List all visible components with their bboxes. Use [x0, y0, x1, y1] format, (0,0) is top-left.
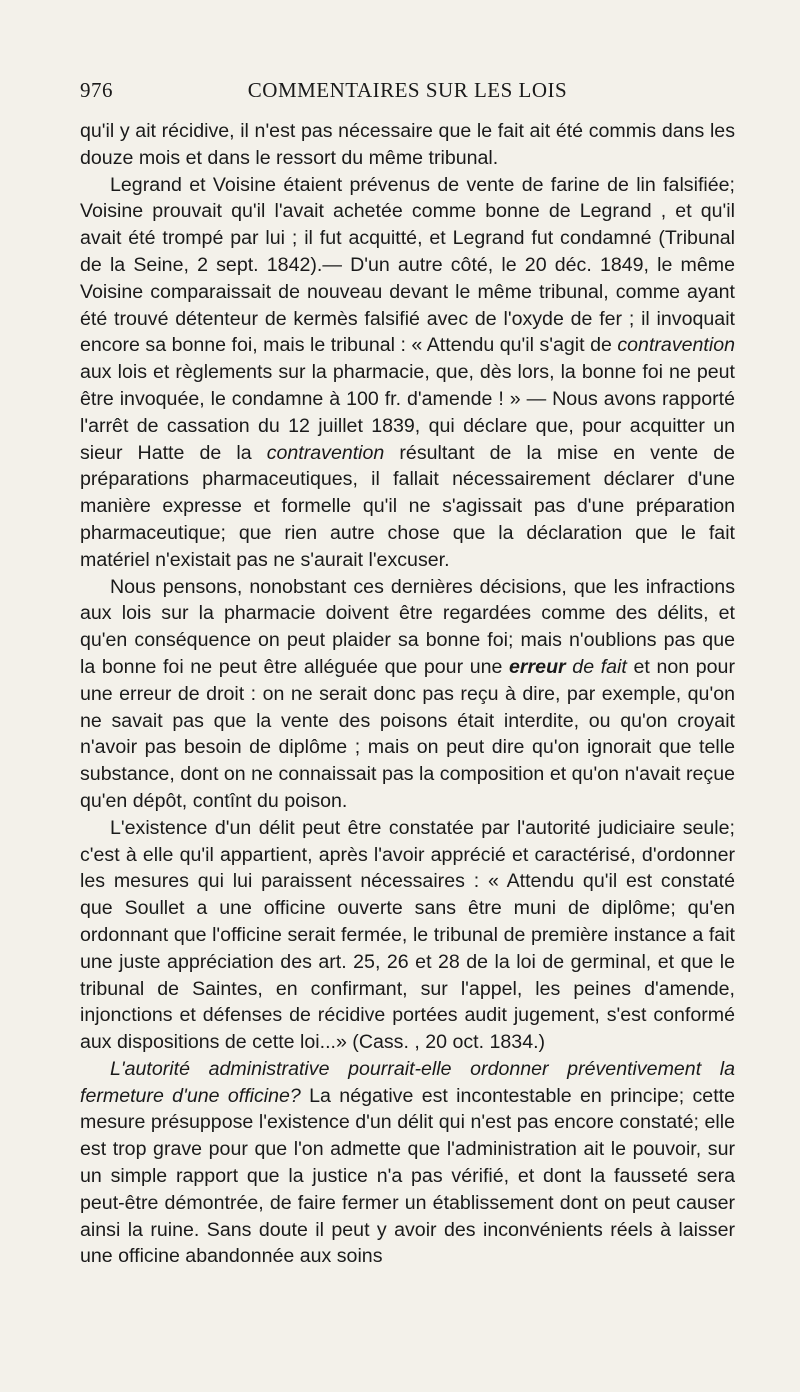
- paragraph-2: [80, 172, 735, 574]
- italic-term: contravention: [266, 441, 385, 464]
- page-number: 976: [80, 78, 113, 102]
- body-text: [80, 118, 735, 1270]
- italic-term: de fait: [572, 655, 627, 678]
- text-run: Nous pensons, nonobstant ces dernières décisions, que les infractions aux lois sur la pharmacie doivent être regardées comme des délits, et qu'en conséquence on peut plaider sa bonne foi; mais n'oublions pas que la bonne foi ne peut être alléguée que pour une: [80, 575, 735, 678]
- text-run: et non pour une erreur de droit : on ne serait donc pas reçu à dire, par exemple, qu'on ne savait pas que la vente des poisons était interdite, ou qu'on croyait n'avoir pas besoin de diplôme ; mais on peut dire qu'on ignorait que telle substance, dont on ne connaissait pas la composition et qu'on n'avait reçue qu'en dépôt, contînt du poison.: [80, 655, 735, 812]
- paragraph-4: L'existence d'un délit peut être constatée par l'autorité judiciaire seule; c'est à elle qu'il appartient, après l'avoir apprécié et caractérisé, d'ordonner les mesures qui lui paraissent nécessaires : « Attendu qu'il est constaté que Soullet a une officine ouverte sans être muni de diplôme; qu'en ordonnant que l'officine serait fermée, le tribunal de première instance a fait une juste appréciation des art. 25, 26 et 28 de la loi de germinal, et que le tribunal de Saintes, en confirmant, sur l'appel, les peines d'amende, injonctions et défenses de récidive portées audit jugement, s'est conformé aux dispositions de cette loi...» (Cass. , 20 oct. 1834.): [80, 816, 735, 1054]
- paragraph-5: [80, 1056, 735, 1270]
- italic-question: L'autorité administrative pourrait-elle ordonner préventivement la fermeture d'une officine?: [80, 1057, 735, 1107]
- italic-term: contravention: [617, 334, 735, 357]
- text-run: aux lois et règlements sur la pharmacie, que, dès lors, la bonne foi ne peut être invoquée, le condamne à 100 fr. d'amende ! » — Nous avons rapporté l'arrêt de cassation du 12 juillet 1839, qui déclare que, pour acquitter un sieur Hatte de la: [80, 361, 735, 464]
- paragraph-3: [80, 574, 735, 815]
- paragraph-1: qu'il y ait récidive, il n'est pas nécessaire que le fait ait été commis dans les douze mois et dans le ressort du même tribunal.: [80, 120, 735, 169]
- text-run: La négative est incontestable en principe; cette mesure présuppose l'existence d'un délit qui n'est pas encore constaté; elle est trop grave pour que l'on admette que l'administration ait le pouvoir, sur un simple rapport que la justice n'a pas vérifié, et dont la fausseté sera peut-être démontrée, de faire fermer un établissement dont on peut causer ainsi la ruine. Sans doute il peut y avoir des inconvénients réels à laisser une officine abandonnée aux soins: [80, 1084, 735, 1268]
- text-run: Legrand et Voisine étaient prévenus de vente de farine de lin falsifiée; Voisine prouvait qu'il l'avait achetée comme bonne de Legrand , et qu'il avait été trompé par lui ; il fut acquitté, et Legrand fut condamné (Tribunal de la Seine, 2 sept. 1842).— D'un autre côté, le 20 déc. 1849, le même Voisine comparaissait de nouveau devant le même tribunal, comme ayant été trouvé détenteur de kermès falsifié avec de l'oxyde de fer ; il invoquait encore sa bonne foi, mais le tribunal : « Attendu qu'il s'agit de: [80, 173, 735, 357]
- running-title: COMMENTAIRES SUR LES LOIS: [247, 78, 568, 102]
- page-header: [80, 78, 735, 108]
- text-run: résultant de la mise en vente de préparations pharmaceutiques, il fallait nécessairement déclarer d'une manière expresse et formelle qu'il ne s'agissait pas d'une préparation pharmaceutique; que rien autre chose que la déclaration que le fait matériel n'existait pas ne s'aurait l'excuser.: [80, 441, 735, 571]
- emphasis-term: [509, 656, 566, 678]
- bold-italic-term: erreur: [509, 655, 566, 678]
